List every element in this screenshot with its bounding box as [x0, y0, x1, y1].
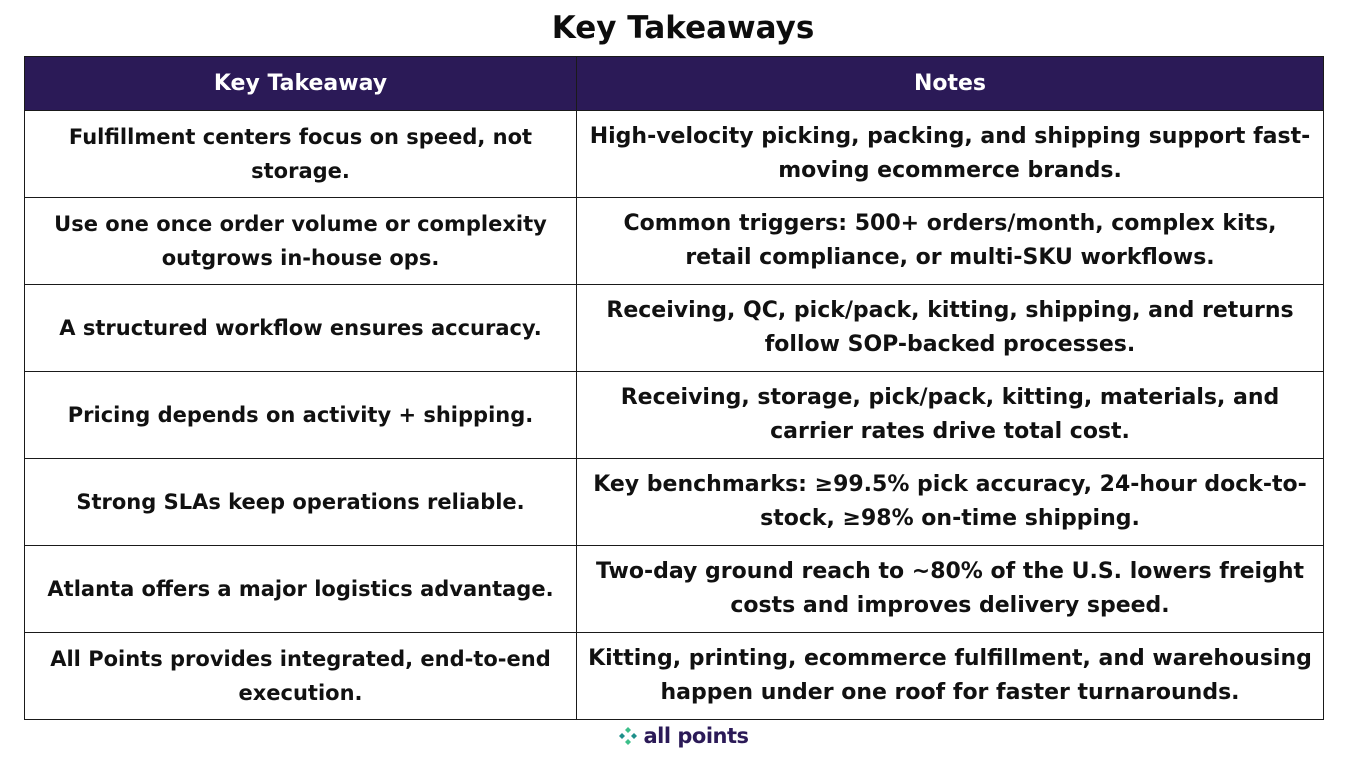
notes-cell: Kitting, printing, ecommerce fulfillment, and warehousing happen under one roof for faster turnarounds.: [577, 633, 1324, 720]
takeaway-cell: A structured workflow ensures accuracy.: [25, 285, 577, 372]
notes-cell: Key benchmarks: ≥99.5% pick accuracy, 24-hour dock-to-stock, ≥98% on-time shipping.: [577, 459, 1324, 546]
table-row: [25, 633, 1324, 720]
takeaway-cell: Pricing depends on activity + shipping.: [25, 372, 577, 459]
notes-cell: High-velocity picking, packing, and shipping support fast-moving ecommerce brands.: [577, 111, 1324, 198]
notes-cell: Two-day ground reach to ~80% of the U.S. lowers freight costs and improves delivery speed.: [577, 546, 1324, 633]
notes-cell: Receiving, QC, pick/pack, kitting, shipping, and returns follow SOP-backed processes.: [577, 285, 1324, 372]
table-row: [25, 546, 1324, 633]
brand-wordmark: all points: [643, 724, 749, 748]
table-row: [25, 372, 1324, 459]
all-points-logo-icon: [617, 725, 639, 747]
table-row: [25, 111, 1324, 198]
column-header-key-takeaway: Key Takeaway: [25, 57, 577, 111]
column-header-notes: Notes: [577, 57, 1324, 111]
notes-cell: Receiving, storage, pick/pack, kitting, materials, and carrier rates drive total cost.: [577, 372, 1324, 459]
page-title: Key Takeaways: [551, 10, 815, 46]
table-row: [25, 198, 1324, 285]
takeaway-cell: All Points provides integrated, end-to-end execution.: [25, 633, 577, 720]
takeaway-cell: Atlanta offers a major logistics advantage.: [25, 546, 577, 633]
key-takeaways-table: [24, 56, 1324, 720]
takeaway-cell: Strong SLAs keep operations reliable.: [25, 459, 577, 546]
table-header-row: [25, 57, 1324, 111]
takeaway-cell: Use one once order volume or complexity outgrows in-house ops.: [25, 198, 577, 285]
notes-cell: Common triggers: 500+ orders/month, complex kits, retail compliance, or multi-SKU workflows.: [577, 198, 1324, 285]
table-row: [25, 459, 1324, 546]
table-row: [25, 285, 1324, 372]
takeaway-cell: Fulfillment centers focus on speed, not storage.: [25, 111, 577, 198]
brand-logo: [0, 724, 1366, 748]
